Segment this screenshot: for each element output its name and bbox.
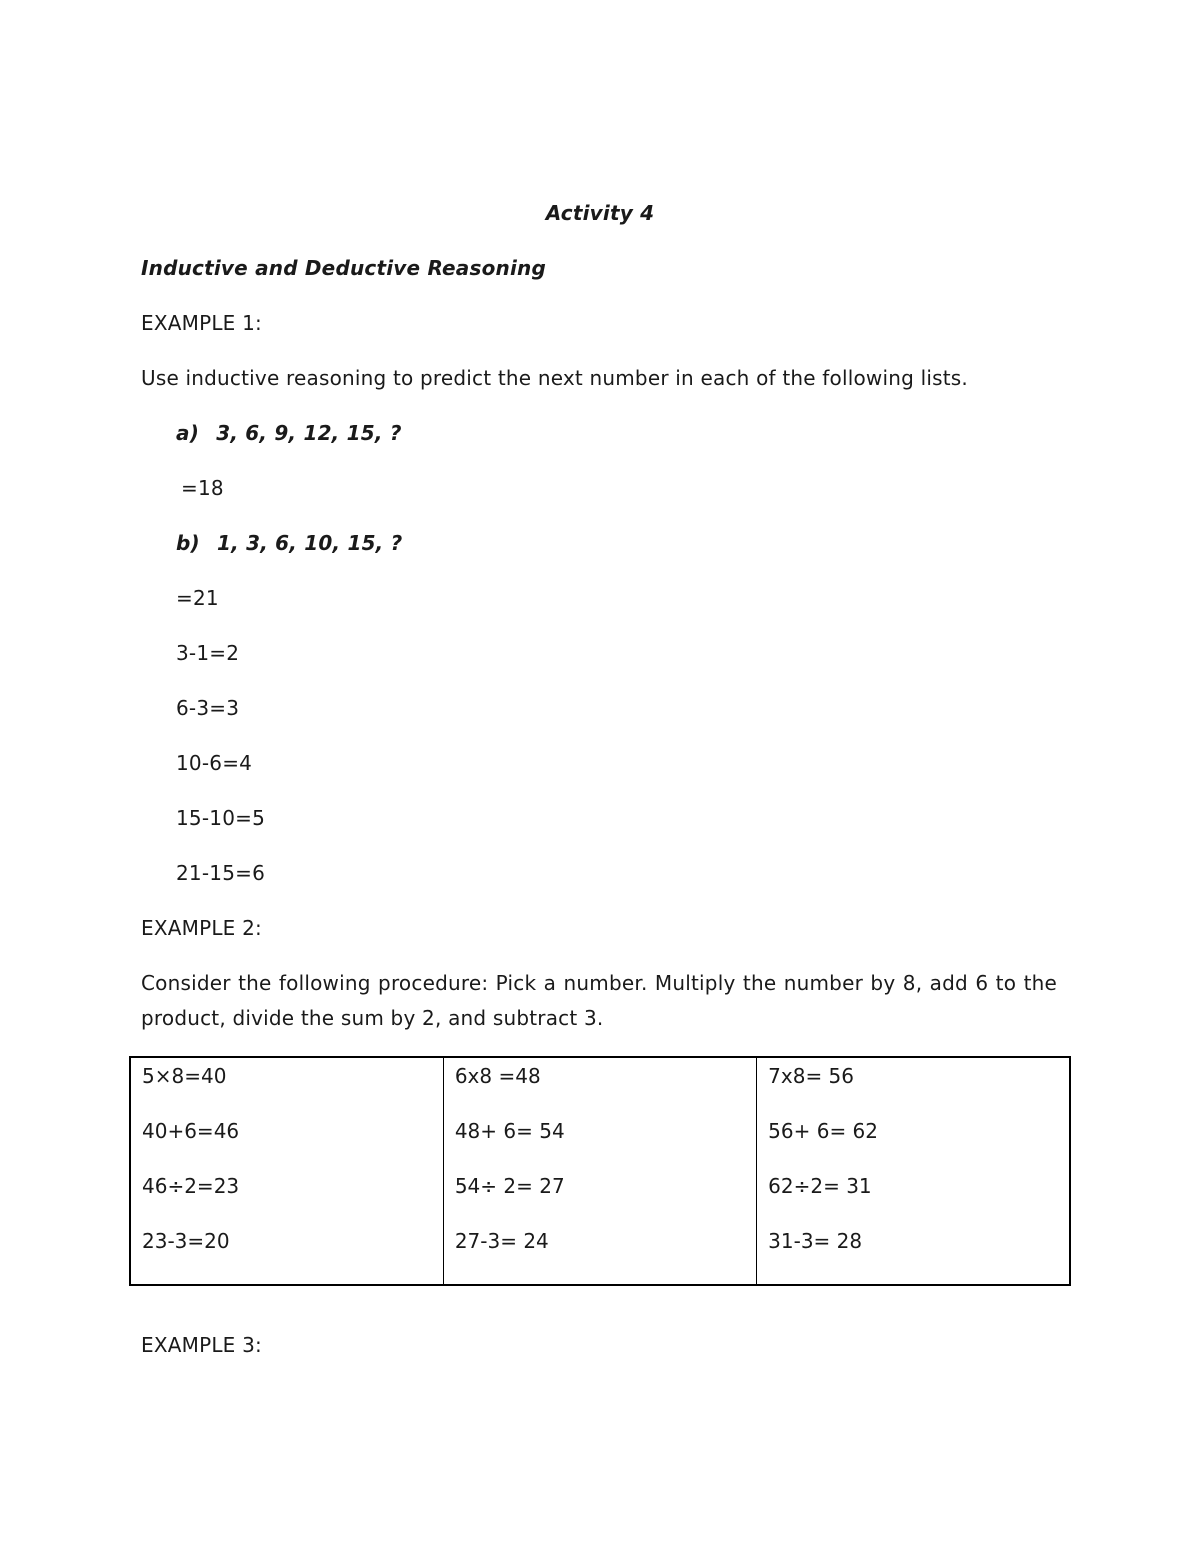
item-a-label: a) [176,421,200,445]
item-a-sequence: 3, 6, 9, 12, 15, ? [216,421,402,445]
cell-line: 5×8=40 [142,1064,227,1088]
cell-line: 7x8= 56 [768,1064,855,1088]
cell-line: 56+ 6= 62 [768,1119,879,1143]
table-cell [130,1057,443,1285]
cell-line: 62÷2= 31 [768,1174,872,1198]
cell-line: 40+6=46 [142,1119,240,1143]
item-a-answer: =18 [181,476,224,500]
item-b-label: b) [176,531,200,555]
cell-line: 48+ 6= 54 [454,1119,565,1143]
cell-line: 6x8 =48 [454,1064,541,1088]
cell-line: 46÷2=23 [142,1174,240,1198]
work-line: 10-6=4 [176,751,253,775]
item-b [176,531,402,555]
item-a [176,421,402,445]
item-b-sequence: 1, 3, 6, 10, 15, ? [217,531,403,555]
section-subtitle: Inductive and Deductive Reasoning [141,256,546,280]
work-line: 6-3=3 [176,696,240,720]
table-cell [443,1057,756,1285]
example-1-instruction: Use inductive reasoning to predict the next number in each of the following lists. [141,366,968,390]
example-2-heading: EXAMPLE 2: [141,916,262,940]
example-3-heading: EXAMPLE 3: [141,1333,262,1357]
table-row [130,1057,1070,1285]
cell-line: 31-3= 28 [768,1229,863,1253]
cell-line: 27-3= 24 [454,1229,549,1253]
cell-line: 23-3=20 [142,1229,230,1253]
computation-table [129,1056,1071,1286]
example-1-heading: EXAMPLE 1: [141,311,262,335]
table-cell [757,1057,1070,1285]
page-title: Activity 4 [545,201,655,225]
work-line: 3-1=2 [176,641,240,665]
example-2-procedure: Consider the following procedure: Pick a number. Multiply the number by 8, add 6 to the product, divide the sum by 2, and subtract 3. [141,971,1057,1030]
item-b-answer: =21 [176,586,219,610]
work-line: 21-15=6 [176,861,265,885]
cell-line: 54÷ 2= 27 [454,1174,565,1198]
work-line: 15-10=5 [176,806,265,830]
